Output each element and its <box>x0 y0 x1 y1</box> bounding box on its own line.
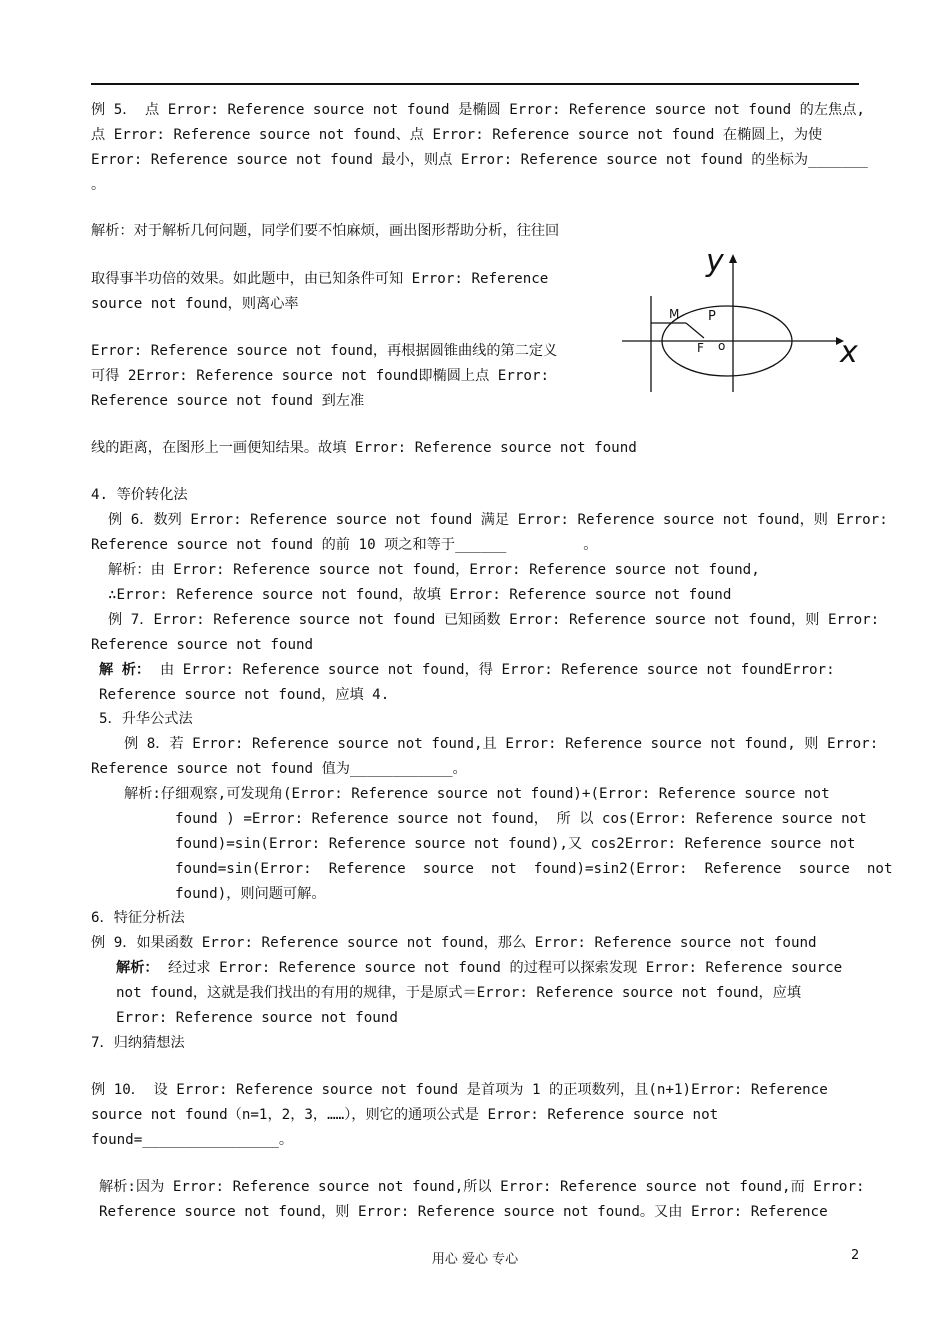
sol5-line-7: 线的距离，在图形上一画便知结果。故填 Error: Reference source not found <box>91 440 637 456</box>
sol5-line-4: Error: Reference source not found，再根据圆锥曲线的第二定义 <box>91 343 558 359</box>
sol8-line-3: found)=sin(Error: Reference source not found),又 cos2Error: Reference source not <box>175 836 856 852</box>
sol5-line-6: Reference source not found 到左准 <box>91 393 365 409</box>
ex7-line-1: 例 7．Error: Reference source not found 已知函数 Error: Reference source not found，则 Error: <box>108 612 880 628</box>
sol8-line-2: found ) =Error: Reference source not found， 所 以 cos(Error: Reference source not <box>175 811 867 827</box>
sol7-line-1: 由 Error: Reference source not found，得 Error: Reference source not foundError: <box>160 662 835 678</box>
y-axis-label: y <box>706 244 724 279</box>
ex8-line-2: Reference source not found 值为____________。 <box>91 761 467 777</box>
sol6-line-2: ∴Error: Reference source not found，故填 Error: Reference source not found <box>108 587 732 603</box>
sol10-line-2: Reference source not found，则 Error: Reference source not found。又由 Error: Reference <box>99 1204 828 1220</box>
ex10-line-2: source not found（n=1，2，3，……），则它的通项公式是 Error: Reference source not <box>91 1107 719 1123</box>
sol9-line-2: not found，这就是我们找出的有用的规律，于是原式＝Error: Reference source not found，应填 <box>116 985 802 1001</box>
sol9-line-3: Error: Reference source not found <box>116 1010 398 1026</box>
ex10-line-3: found=________________。 <box>91 1132 294 1148</box>
ellipse-figure <box>614 244 864 394</box>
footer-text: 用心 爱心 专心 <box>431 1252 519 1267</box>
sol9-label: 解析： <box>116 960 159 976</box>
point-p-label: P <box>708 309 716 324</box>
ex5-line-2: 点 Error: Reference source not found、点 Error: Reference source not found 在椭圆上，为使 <box>91 127 823 143</box>
ex5-line-3: Error: Reference source not found 最小，则点 Error: Reference source not found 的坐标为_______ <box>91 152 868 168</box>
origin-label: o <box>718 339 726 353</box>
ex6-line-1: 例 6．数列 Error: Reference source not found 满足 Error: Reference source not found，则 Error: <box>108 512 888 528</box>
sol7-line-2: Reference source not found，应填 4. <box>99 687 390 703</box>
sol10-line-1: 解析:因为 Error: Reference source not found,所以 Error: Reference source not found,而 Error: <box>99 1179 865 1195</box>
ex5-line-4: 。 <box>91 177 106 193</box>
header-rule <box>91 83 859 85</box>
sol5-line-2: 取得事半功倍的效果。如此题中，由已知条件可知 Error: Reference <box>91 271 549 287</box>
sol7-label: 解 析： <box>99 662 151 678</box>
sol8-line-1: 解析:仔细观察,可发现角(Error: Reference source not found)+(Error: Reference source not <box>124 786 830 802</box>
y-axis-arrow <box>729 254 737 263</box>
m-to-focus-segment <box>686 323 704 338</box>
sol6-line-1: 解析：由 Error: Reference source not found，Error: Reference source not found, <box>108 562 760 578</box>
sol9-line-1: 经过求 Error: Reference source not found 的过程可以探索发现 Error: Reference source <box>168 960 843 976</box>
x-axis-label: x <box>840 335 858 370</box>
point-f-label: F <box>697 341 704 355</box>
ex6-line-2: Reference source not found 的前 10 项之和等于______ 。 <box>91 537 598 553</box>
sol5-line-3: source not found，则离心率 <box>91 296 299 312</box>
sol8-line-5: found)，则问题可解。 <box>175 886 326 902</box>
sol8-line-4: found=sin(Error: Reference source not found)=sin2(Error: Reference source not <box>175 861 893 877</box>
ex7-line-2: Reference source not found <box>91 637 314 653</box>
page-number: 2 <box>851 1248 860 1263</box>
sec5-title: 5．升华公式法 <box>99 711 193 727</box>
sol5-line-5: 可得 2Error: Reference source not found即椭圆上点 Error: <box>91 368 550 384</box>
ex10-line-1: 例 10． 设 Error: Reference source not found 是首项为 1 的正项数列，且(n+1)Error: Reference <box>91 1082 828 1098</box>
sec4-title: 4. 等价转化法 <box>91 487 188 503</box>
sol5-line-1: 解析：对于解析几何问题，同学们要不怕麻烦，画出图形帮助分析，往往回 <box>91 223 560 239</box>
ex8-line-1: 例 8．若 Error: Reference source not found,且 Error: Reference source not found, 则 Error: <box>124 736 879 752</box>
point-m-label: M <box>669 307 680 321</box>
ex9-line: 例 9．如果函数 Error: Reference source not found，那么 Error: Reference source not found <box>91 935 817 951</box>
sec7-title: 7．归纳猜想法 <box>91 1035 185 1051</box>
sec6-title: 6．特征分析法 <box>91 910 185 926</box>
ex5-line-1: 例 5． 点 Error: Reference source not found 是椭圆 Error: Reference source not found 的左焦点, <box>91 102 865 118</box>
